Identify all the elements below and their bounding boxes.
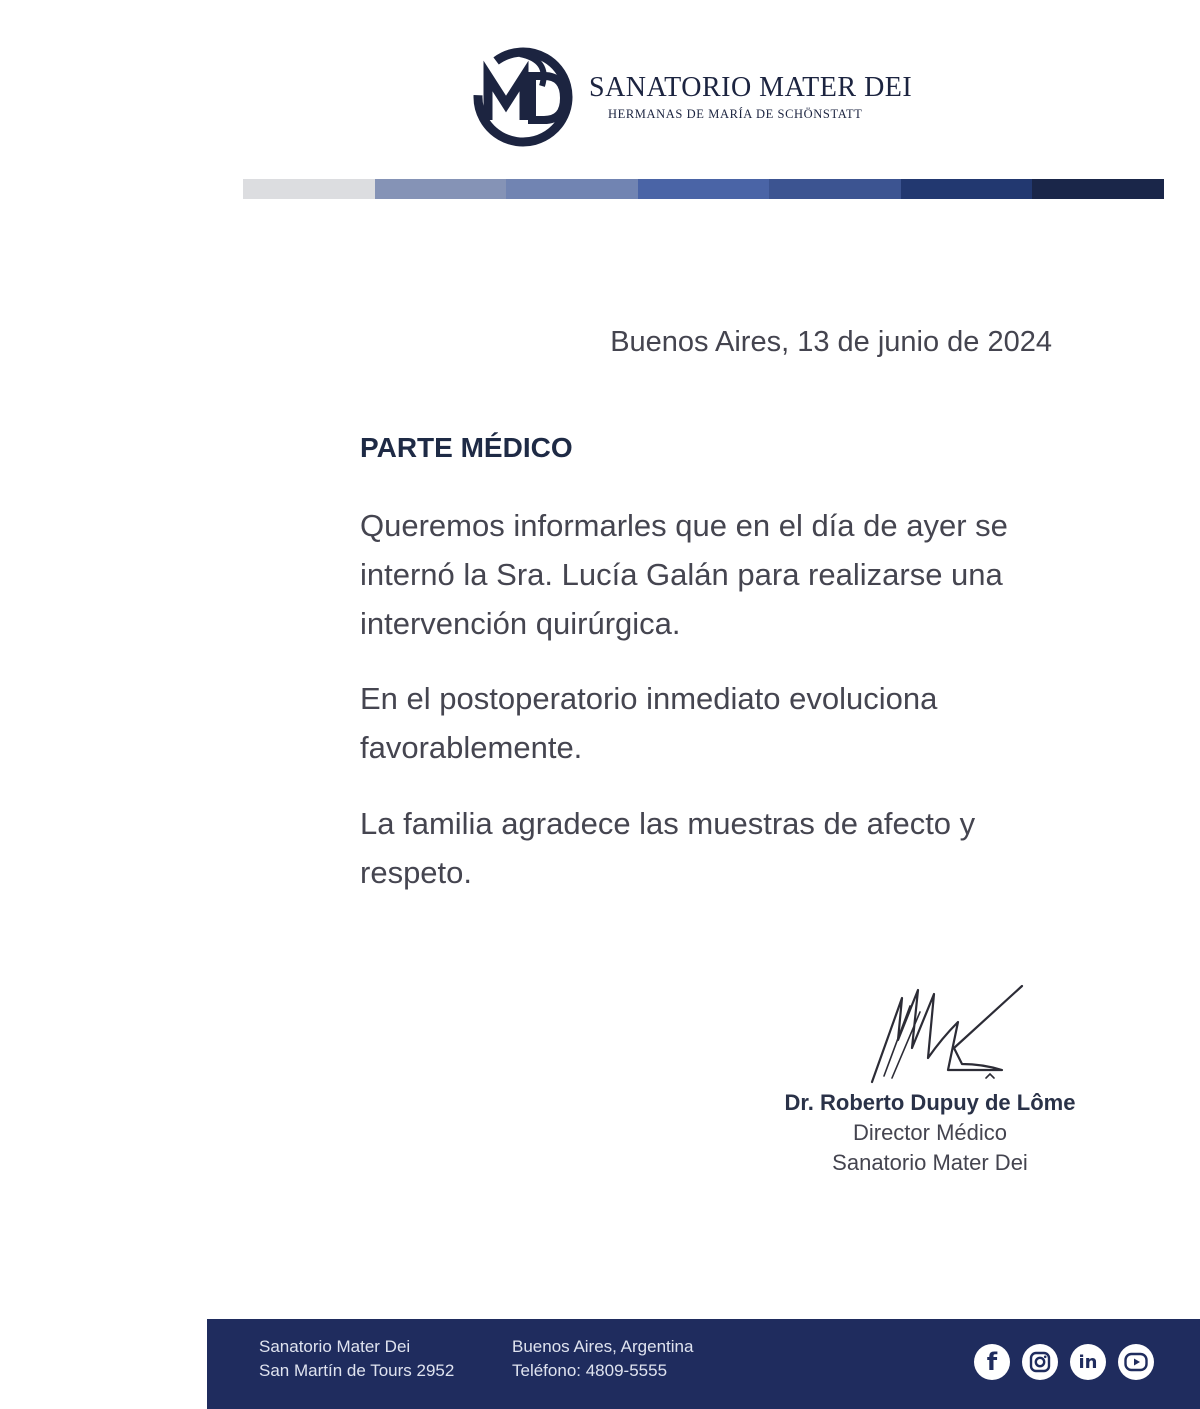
footer-city: Buenos Aires, Argentina [512,1337,694,1356]
paragraph-3: La familia agradece las muestras de afecto y respeto. [360,806,976,890]
band-segment [638,179,770,199]
linkedin-icon[interactable]: in [1070,1344,1106,1380]
band-segment [1032,179,1164,199]
paragraph-1: Queremos informarles que en el día de ayer se internó la Sra. Lucía Galán para realizarse una intervención quirúrgica. [360,508,1008,641]
footer-contact [512,1335,693,1383]
band-segment [375,179,507,199]
footer-org-name: Sanatorio Mater Dei [259,1337,411,1356]
footer-bar [207,1319,1200,1409]
youtube-icon[interactable] [1118,1344,1154,1380]
signature-block [760,1088,1100,1178]
handwritten-signature [862,978,1032,1088]
signer-organization: Sanatorio Mater Dei [832,1150,1028,1175]
band-segment [506,179,638,199]
footer-address [259,1335,454,1383]
band-segment [769,179,901,199]
institution-name: SANATORIO MATER DEI [589,72,913,103]
instagram-icon[interactable] [1022,1344,1058,1380]
facebook-icon[interactable]: f [974,1344,1010,1380]
footer-street: San Martín de Tours 2952 [259,1361,455,1380]
paragraph-2: En el postoperatorio inmediato evoluciona favorablemente. [360,681,938,765]
header-color-band [243,179,1164,199]
signer-role: Director Médico [852,1120,1008,1145]
sanatorio-logo-icon [472,46,574,148]
signer-name: Dr. Roberto Dupuy de Lôme [784,1090,1076,1115]
footer-phone: Teléfono: 4809-5555 [512,1361,668,1380]
band-segment [243,179,375,199]
document-title: PARTE MÉDICO [360,432,573,463]
institution-subtitle: HERMANAS DE MARÍA DE SCHÖNSTATT [608,107,863,121]
band-segment [901,179,1033,199]
letter-date: Buenos Aires, 13 de junio de 2024 [610,326,1052,358]
